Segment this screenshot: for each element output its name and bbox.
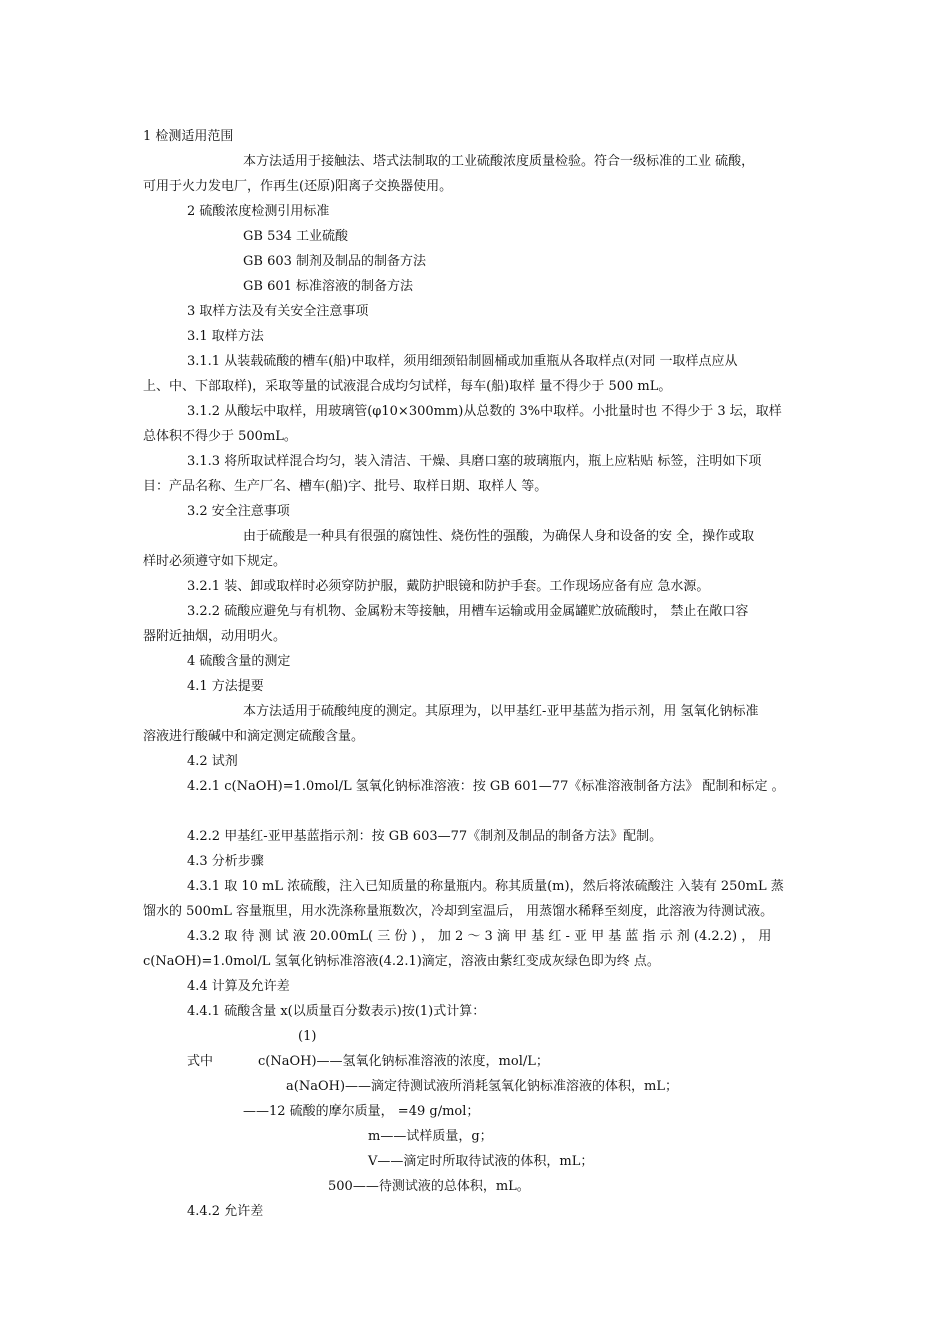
list-item: GB 534 工业硫酸 — [243, 229, 349, 244]
section-heading: 2 硫酸浓度检测引用标准 — [187, 204, 330, 219]
paragraph-line: 4.2.2 甲基红-亚甲基蓝指示剂：按 GB 603—77《制剂及制品的制备方法》配制。 — [187, 829, 663, 844]
paragraph-line: 总体积不得少于 500mL。 — [143, 429, 297, 444]
equation-number: (1) — [298, 1029, 317, 1044]
paragraph-line: 3.2.2 硫酸应避免与有机物、金属粉末等接触，用槽车运输或用金属罐贮放硫酸时， 禁止在敞口容 — [187, 604, 749, 619]
subsection-heading: 3.2 安全注意事项 — [187, 504, 290, 519]
section-heading: 4 硫酸含量的测定 — [187, 654, 291, 669]
variable-intro: 式中 — [187, 1054, 214, 1069]
subsection-heading: 4.1 方法提要 — [187, 679, 264, 694]
variable-definition: 500——待测试液的总体积，mL。 — [328, 1179, 530, 1194]
section-heading: 1 检测适用范围 — [143, 129, 234, 144]
paragraph-line: 样时必须遵守如下规定。 — [143, 554, 287, 569]
paragraph-line: 器附近抽烟，动用明火。 — [143, 629, 287, 644]
paragraph-line: 3.1.1 从装载硫酸的槽车(船)中取样，须用细颈铅制圆桶或加重瓶从各取样点(对同 一取样点应从 — [187, 354, 738, 369]
variable-definition: V——滴定时所取待试液的体积，mL； — [368, 1154, 594, 1169]
paragraph-line: 4.4.1 硫酸含量 x(以质量百分数表示)按(1)式计算： — [187, 1004, 486, 1019]
paragraph-line: 馏水的 500mL 容量瓶里，用水洗涤称量瓶数次，冷却到室温后， 用蒸馏水稀释至刻度，此溶液为待测试液。 — [143, 904, 774, 919]
paragraph-line: 3.1.2 从酸坛中取样，用玻璃管(φ10×300mm)从总数的 3%中取样。小批量时也 不得少于 3 坛，取样 — [187, 404, 782, 419]
paragraph-line: 本方法适用于硫酸纯度的测定。其原理为，以甲基红-亚甲基蓝为指示剂，用 氢氧化钠标准 — [243, 704, 759, 719]
paragraph-line: 4.3.1 取 10 mL 浓硫酸，注入已知质量的称量瓶内。称其质量(m)，然后将浓硫酸注 入装有 250mL 蒸 — [187, 879, 784, 894]
subsection-heading: 4.3 分析步骤 — [187, 854, 264, 869]
list-item: GB 603 制剂及制品的制备方法 — [243, 254, 427, 269]
subsection-heading: 3.1 取样方法 — [187, 329, 264, 344]
section-heading: 3 取样方法及有关安全注意事项 — [187, 304, 369, 319]
paragraph-line: 4.3.2 取 待 测 试 液 20.00mL( 三 份 ) ， 加 2 ～ 3 滴 甲 基 红 - 亚 甲 基 蓝 指 示 剂 (4.2.2) ， 用 — [187, 929, 772, 944]
variable-definition: a(NaOH)——滴定待测试液所消耗氢氧化钠标准溶液的体积，mL； — [286, 1079, 678, 1094]
subsection-heading: 4.4 计算及允许差 — [187, 979, 290, 994]
variable-definition: c(NaOH)——氢氧化钠标准溶液的浓度，mol/L； — [258, 1054, 549, 1069]
paragraph-line: 3.2.1 装、卸或取样时必须穿防护服，戴防护眼镜和防护手套。工作现场应备有应 急水源。 — [187, 579, 710, 594]
subsection-heading: 4.4.2 允许差 — [187, 1204, 264, 1219]
subsection-heading: 4.2 试剂 — [187, 754, 238, 769]
paragraph-line: 可用于火力发电厂，作再生(还原)阳离子交换器使用。 — [143, 179, 453, 194]
paragraph-line: 目：产品名称、生产厂名、槽车(船)字、批号、取样日期、取样人 等。 — [143, 479, 548, 494]
paragraph-line: 上、中、下部取样)，采取等量的试液混合成均匀试样，每车(船)取样 量不得少于 500 mL。 — [143, 379, 672, 394]
variable-definition: ——12 硫酸的摩尔质量， =49 g/mol； — [243, 1104, 480, 1119]
variable-definition: m——试样质量，g； — [368, 1129, 493, 1144]
paragraph-line: 4.2.1 c(NaOH)=1.0mol/L 氢氧化钠标准溶液：按 GB 601—77《标准溶液制备方法》 配制和标定 。 — [187, 779, 785, 794]
paragraph-line: 本方法适用于接触法、塔式法制取的工业硫酸浓度质量检验。符合一级标准的工业 硫酸， — [243, 154, 755, 169]
paragraph-line: 溶液进行酸碱中和滴定测定硫酸含量。 — [143, 729, 365, 744]
paragraph-line: 由于硫酸是一种具有很强的腐蚀性、烧伤性的强酸，为确保人身和设备的安 全，操作或取 — [243, 529, 755, 544]
list-item: GB 601 标准溶液的制备方法 — [243, 279, 414, 294]
paragraph-line: c(NaOH)=1.0mol/L 氢氧化钠标准溶液(4.2.1)滴定，溶液由紫红变成灰绿色即为终 点。 — [143, 954, 660, 969]
paragraph-line: 3.1.3 将所取试样混合均匀，装入清洁、干燥、具磨口塞的玻璃瓶内，瓶上应粘贴 标签，注明如下项 — [187, 454, 762, 469]
